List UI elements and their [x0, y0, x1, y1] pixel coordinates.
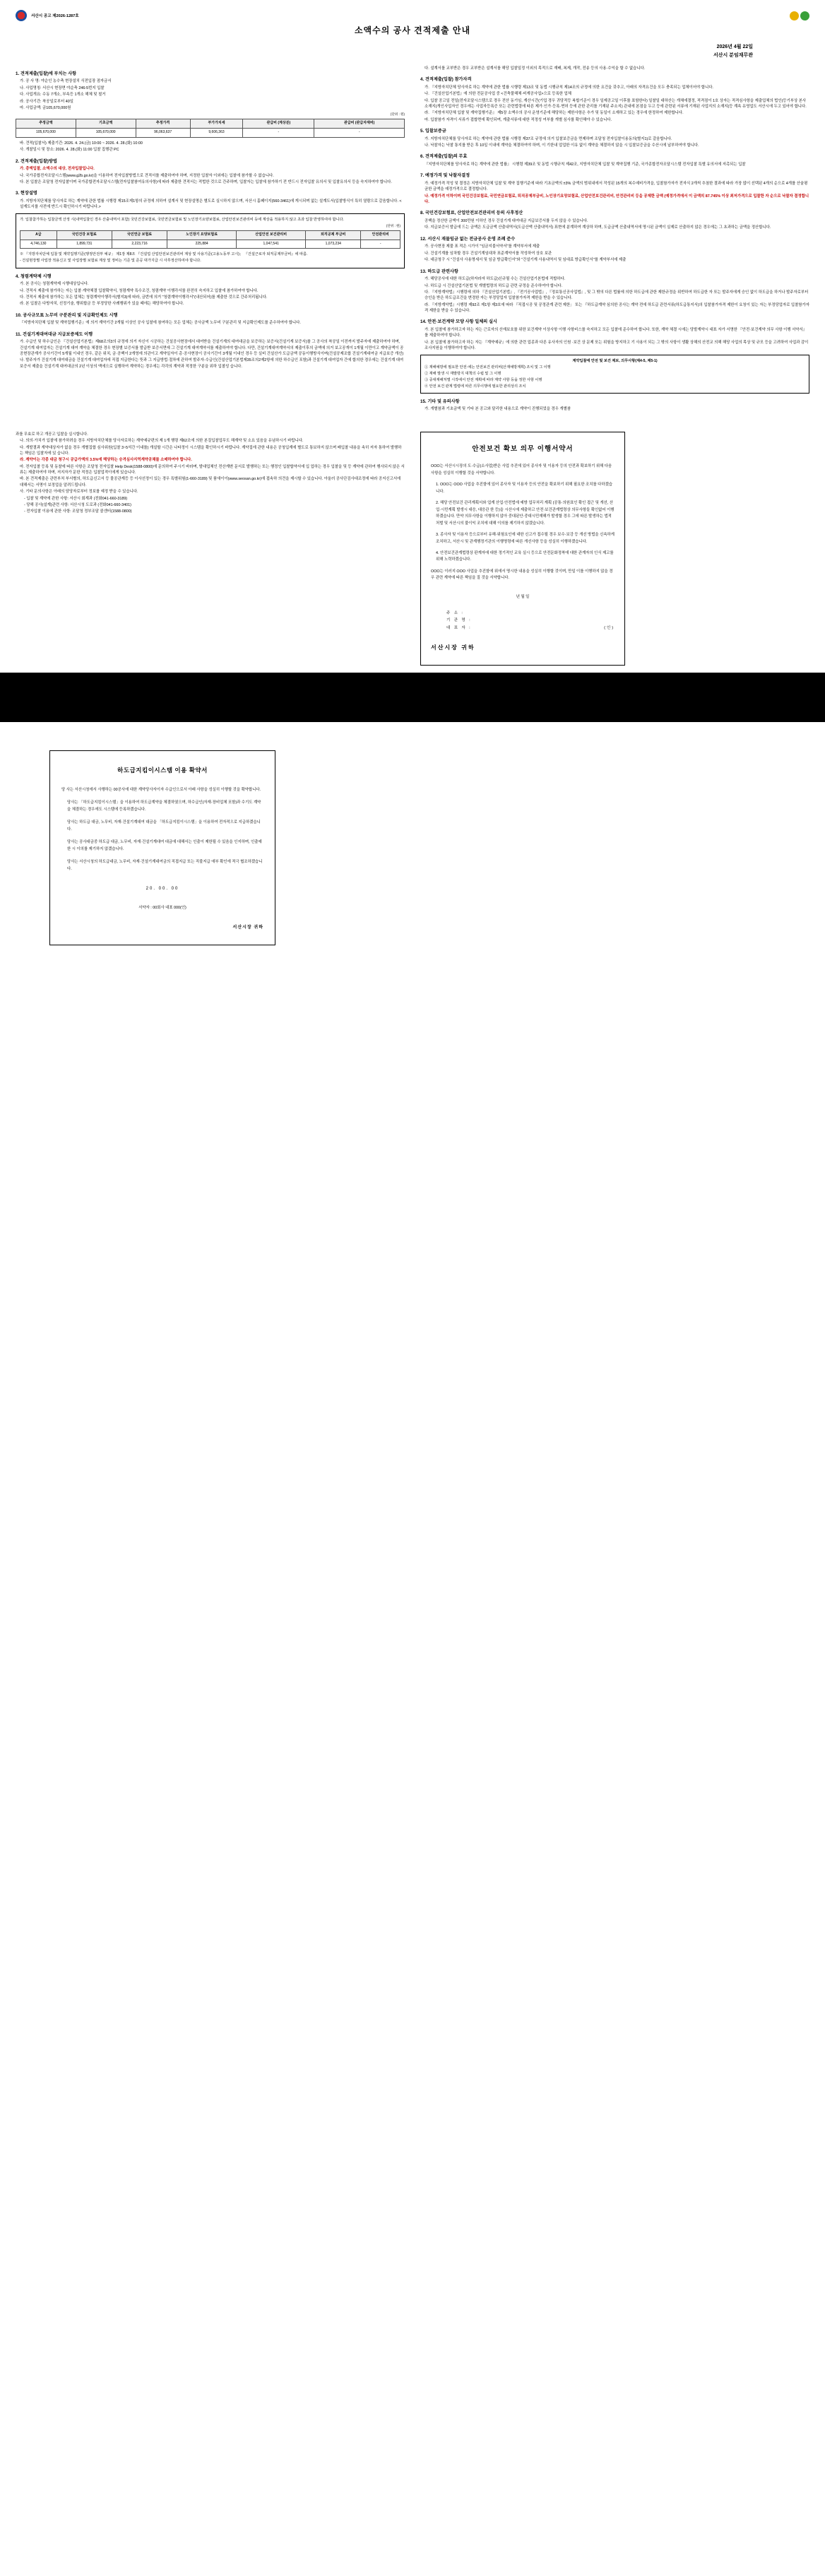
s14-line-1: 나. 본 입찰에 참가하고자 하는 자는 『계약예규』에 의한 관련 업종과 다른 유사자의 인원 ·보건 상 문제 또는 위험을 방지하고 기 사용이 되는 그 밖의 사항이 생활 상해의 산전교 의해 해당 사업의 목상 및 규모 등을 고려하여 사업과 감이 조사지원을 이행하여야 합니다.: [425, 340, 809, 351]
th-5: 관급비 (관급자재비): [314, 119, 405, 129]
pledge-date-line: 년 월 일: [516, 594, 530, 599]
s11-line-0: 가. 수급인 및 하수급인은 『건설산업기본법』제68조의3의 규정에 의거 자신이 시공하는 건설공사현장에서 대여받을 건설기계의 대여대금을 보증하는 보증서(건설기계 보증서)를 그 공사의 착공일 이전까지 발주자에 제출하여야 하며, 건설기계 대여업자는 건설기계 대여 계약을 체결한 경우 현장별 보증서를 발급받 보증서면에 그 건설기계 대여계약서를 제출하여야 합니다. 다만, 건설기계대여계약서의 제출이후의 금액에 의거 보고공개이 1개월 이만이고 계약금액이 공공현장관계가 공사기간이 5개월 이내인 경우, 같은 위치, 금·공백이 2개영에 의관이고 계약일자이 총·공사현장이 공사기간이 3개월 이내인 경우 등 실비 건설산가 도급금액 공동이행방식이며(건설공제조합 건설기계대여금 지급보증 개선): [20, 340, 404, 356]
s13-line-0: 가. 해당공사에 대한 하도급(하자라자 하도급)신규될 수는 건설산업기본법에 적합하다.: [425, 277, 566, 282]
table-row: [20, 240, 400, 249]
r-top-0: 다. 설계서를 교부받은 경우 교부받은 설계서를 해당 입찰일정 이외의 목적으로 재배, 복제, 개작, 전송 등의 사용·수익을 할 수 없습니다.: [425, 66, 646, 71]
s1-line-3: 라. 공사기간: 착공일로부터 40일: [20, 99, 73, 104]
th-0: 추정금액: [16, 119, 76, 129]
pledge-recipient: 서산시장 귀하: [431, 644, 475, 651]
pledge-field-address: 주 소 :: [446, 610, 464, 615]
br-1: 1,899,731: [57, 240, 112, 249]
br-4: 1,047,541: [237, 240, 306, 249]
bh-3: 노인장기 요양보험료: [167, 230, 237, 240]
l2-0: 과를 무효로 하고 개공고 입찰을 실시합니다.: [16, 432, 88, 437]
th-4: 관급비 (계상분): [243, 119, 314, 129]
section-2-heading: 2. 견적제출(입찰)방법: [16, 158, 57, 164]
pledge-para-0: OOO는 서산시시장의 도·수급(소사업)받은 사업 추진에 있어 종사자 및 이용자 등의 안전과 확보하기 위해 다음 사항을 성실히 이행할 것을 서약합니다.: [431, 464, 612, 475]
br-6: -: [361, 240, 400, 249]
pledge-box-1: ① 재해예방에 필요한 안전·에는 안전보건 관리비(산재예방계획) 조치 및 그 이행: [425, 365, 551, 370]
td-2: 96,063,637: [136, 129, 190, 138]
table-row: [16, 129, 405, 138]
section-8-heading: 8. 국민건강보험료, 산업안전보건관리비 등의 사후정산: [420, 211, 523, 216]
td-0: 105,670,000: [16, 129, 76, 138]
th-2: 추정가격: [136, 119, 190, 129]
s5-line-1: 나. 낙찰자는 낙찰 통지를 받은 후 10일 이내에 계약을 체결하여야 하며, 이 기한내 업업한 이유 없이 계약을 체결하지 않을 시 입찰보증금을 수산시에 납부하여야 합니다.: [425, 143, 699, 148]
s4-line-2: 다. 견적서 제출에 참가하는 모든 업체는 청렴계약이행각서(별지3)에 따라, 금번에 의거 "청렴계약이행각서"(내산되어)를 제출한 것으로 간주처리됩니다.: [20, 295, 268, 300]
pledge-para-4: 4. 안전보건관계법령상 판계자에 대한 정기적인 교육 실시 등으로 안전문화정착에 대한 관계자의 인식 제고를 위해 노력하겠습니다.: [436, 550, 614, 562]
pledge-fields: [446, 610, 615, 632]
s7-line-1: 나. 예정가격 이하이며 국민건강보험료, 국민연금보험료, 퇴직공제부금비, 노인장기요양보험료, 산업안전보건관리비, 안전관리비 등을 공제한 금액 (예정가격에서 이 금액의 87.745% 이상 최저가격으로 입찰한 자 순으로 낙찰자 결정합니다.: [425, 194, 809, 205]
l2-7: - 입찰 및 계약에 관한 사항: 서산시 회계과 (전화041-660-3189): [24, 496, 128, 501]
pledge-box-3: ③ 중대재해처벌 시작에서 안전 계획에 따라 계약 사항 등을 정한 사항 이행: [425, 377, 542, 382]
section-4r-heading: 4. 견적제출(입찰) 참가자격: [420, 77, 472, 83]
pledge-para-5: OOO는 이러지 OOO 사업을 추진함에 위에서 명시한 내용을 성실히 이행할 것이며, 만일 이를 이행하지 않을 경우 관련 계약에 따른 책임을 질 것을 서약합니다.: [431, 569, 613, 581]
s12-line-1: 나. 건설기계를 임차할 경우 건설기계임대차 표준계약서를 작성하여 상호 보관: [425, 251, 552, 256]
s4-line-1: 나. 견적서 제출에 참가하는 자는 입찰·계약체결 입찰확약서, 청렴계약 특수조건, 청렴계약 이행각서를 완전히 숙지하고 입찰에 참가하여야 합니다.: [20, 288, 259, 293]
bh-4: 산업안전 보건관리비: [237, 230, 306, 240]
box-foot-0: ※ 『지방자치단체 입찰 및 계약집행기준(행정안전부 예규」 제1장 제8조 『건설업 산업안전보건관리비 계상 및 사용기준(고용노동부 고시)」 『건설근로자 퇴직공제부금비』에 따름.: [20, 252, 308, 257]
box-foot-1: - 건설현장별 사업장 적용신고 및 사업장별 보험료 계상 및 정비는 기준 및 준공 대가지급 시 사후정산하여야 합니다.: [20, 259, 201, 264]
bottom-spacer: [0, 945, 825, 1030]
pledge-column: [420, 432, 809, 666]
s13-line-2: 다. 『지방계약법』시행령에 의하 『건설산업기본법』, 『전기공사업법』, 『정보통신공사업법』, 및 그 밖의 다른 법률에 의한 하도급에 관한 제한규정을 위반하여 하도급한 자 또는 발주자에게 승인 없이 하도급을 하거나 발주자로부터 승인을 받은 하도급조건을 변경한 자는 부정당업자 입찰참가자격 제한을 받을 수 있습니다.: [425, 290, 809, 301]
s10-line-0: 『지방자치단체 입찰 및 계약집행기준』에 의거 계약기간 2개월 이상인 공사 입찰에 참여하는 모든 업체는 공사금액 노무비 구분관리 및 지급확인제도를 준수하여야 합니다.: [20, 321, 301, 326]
s8-line-1: 다. 지급보증서 발급에 드는 금액은 도급금액 산출내역서(도급산액 산출내역서) 표현에 분계하여 계상하 하며, 도급금액 산출내역서에 명시된 금액이 실제로 산출하지 않은 경우에는 그 초과하는 금액을 정산합니다.: [425, 225, 771, 230]
right-column: [420, 66, 809, 413]
section-15-heading: 15. 기타 및 유의사항: [420, 398, 460, 404]
section-10-heading: 10. 공사규모표 노무비 구분관리 및 지급확인제도 시행: [16, 312, 118, 318]
amount-table: [16, 119, 405, 138]
confirm-title: 하도급지킴이시스템 이용 확약서: [117, 767, 208, 774]
confirm-item-0: 당사는 「하도급지킴이시스템」을 이용하여 하도급계약을 체결하였으며, 하수급인(자재·장비업체 포함)과 수기도 계약을 체결하는 경우에도 시스템에 등록하겠습니다.: [67, 800, 261, 812]
s1-line-0: 가. 공 사 명: 야순인 농수축 현장설치 식전입장 점자금서: [20, 79, 112, 84]
section-14-heading: 14. 안전·보건계약 모양 사항 일체의 실시: [420, 319, 497, 325]
br-0: 4,746,130: [20, 240, 57, 249]
s4r-line-3: 라. 『지방자치단체 입찰 및 계약집행기준』 제5장 소액수의 공사 운영기준에 해당하는 제한사항은 추가 및 동일이 소재하고 있는 경우에 한정하여 제한합니다.: [425, 111, 684, 116]
mascot-icon-2: [800, 11, 809, 20]
s14-line-0: 가. 본 입찰에 참가하고자 하는 자는 근로자의 산재보호를 위한 보건계약 이상사항 이행 사항비스를 숙지하고 모든 입찰에 준수하여 합니다. 또한, 계약 체결 시에는 당발계약시 대표 자가 서명한 『안전·보건계약 의무 사항 이행 서약서』를 제출하여야 합니다.: [425, 328, 807, 338]
amount-table-unit: (단위 : 원): [390, 112, 405, 117]
confirm-item-3: 당사는 서산시청의 하도급대금, 노무비, 자재·건설기계대여금의 직접지급 또는 직불지급 애부 확인에 적극 협조하겠습니다.: [67, 859, 263, 871]
section-12-heading: 12. 서산시 재물임금 없는 전금공사 운영 조례 준수: [420, 236, 516, 242]
section-4-heading: 4. 청렴계약제 시행: [16, 273, 52, 279]
s2-line-2: 다. 본 입찰은 조달청 전자입찰이며 국가종합전자조달시스템(전자입찰참여유의사항)에 따라 제출한 견적서는 적법한 것으로 간주하며, 입찰자는 입찰에 참가하기 전 반드시 전자입찰 유의서 및 입찰유의서 등을 숙지하여야 합니다.: [20, 179, 392, 184]
issuer: 서산시 분임재무관: [713, 52, 753, 58]
subcontract-confirmation-document: [49, 750, 275, 945]
s5-line-0: 가. 지방자치단체를 당사자로 하는 계약에 관한 법률 시행령 제37조 규정에 의거 입찰보증금을 면제하며 조달청 전자입찰이용동의(별지1)로 갈음합니다.: [425, 136, 672, 141]
section-5-heading: 5. 입찰보증금: [420, 129, 446, 134]
s4-line-3: 라. 본 입찰은 다방자치, 선정기술, 행위합금 등 부정당한 사례행위가 있을 때에는 해당하여야 합니다.: [20, 302, 184, 307]
mascot-icon-1: [790, 11, 799, 20]
s1-more-1: 사. 개찰일시 및 장소: 2026. 4. 28.(화) 11:00 입찰 집행관 PC: [20, 148, 119, 153]
s13-line-1: 나. 하도급 시 건설산업기본법 및 개별법령의 하도급 관련 규정을 준수하여야 합니다.: [425, 283, 563, 288]
confirm-date: 20. 00. 00: [146, 886, 179, 891]
insurance-table: [20, 230, 400, 249]
br-2: 2,223,716: [112, 240, 167, 249]
header-emblem-row: [16, 10, 809, 21]
confirm-item-1: 당사는 하도급 대금, 노무비, 자재·건설기계대여 대금을 「하도급지킴이시스템」을 이용하여 전자적으로 지급하겠습니다.: [67, 820, 261, 832]
confirmation-document-wrap: [0, 750, 825, 945]
bh-0: A급: [20, 230, 57, 240]
left-column: [16, 66, 405, 370]
safety-pledge-document: [420, 432, 625, 666]
issue-date-block: [16, 43, 753, 60]
pledge-para-2: 2. 해당 안전보건 관리계획서와 업계 산업·안전법에 예방 업무처리 계획 (공통·의원표인 확인 접근 및 개선, 산업·시민계획 발생시 대응, 대응관 한 등)을 시산시에 제출하고 안전·보건관계법령상 의무사항들 확인없어 이행하겠습니다. 만약 의무사항을 이행하지 않아 중대된안·중대시민재해가 발생할 경우 그에 따른 발생하는 법적 처벌 및 서산시의 불이익 조치에 대해 이의를 제기하지 않겠습니다.: [436, 501, 615, 526]
l2-1: 나. 의의·가치가 입찰에 참가하려을 경우 지방자치단체를 당사자로하는 계약예규편의 제 1개 행령 제62조에 의한 본질입찰업무도 해계약 및 소요 있음을 유념하시기 바랍니다.: [20, 439, 304, 444]
pledge-box-2: ② 재해 발생 시 재발방지 대책의 수립 및 그 이행: [425, 371, 501, 376]
s4-line-0: 가. 본 공사는 청렴계약제 시행대상입니다.: [20, 282, 89, 287]
left-column-continued: [16, 432, 405, 516]
s1-line-1: 나. 사업명칭: 서산시 현장면 야순축 246-5번지 입찰: [20, 85, 105, 90]
s4r-line-4: 마. 입찰참가 자격이 서류가 접합면에 확인되며, 계출서류에 대한 적정성 여부를 개별 심사를 확인해야 수 있습니다.: [425, 117, 612, 122]
s12-line-2: 다. 대금청구 시 "건설사 사용명세서 및 임금 방급확인서"와 "건설기계 사용내역서 및 임대료 방급확인서"를 계약부서에 제출: [425, 258, 627, 263]
section-1-heading: 1. 견적제출(입찰)에 부치는 사항: [16, 71, 77, 76]
section-7-heading: 7. 예정가격 및 낙찰자결정: [420, 173, 470, 179]
td-3: 9,606,363: [190, 129, 243, 138]
page-separator: [0, 673, 825, 722]
safety-obligation-box: [420, 355, 809, 394]
l2-8: - 당해 공사(설계)관련 사항: 서산시청 도로과 (전화041-660-3401): [24, 502, 131, 507]
pledge-title: 안전보건 확보 의무 이행서약서: [472, 444, 574, 453]
l2-9: - 전자입찰 이용에 관한 사항: 조달청 정부조달 콜센터(1588-0800): [24, 509, 132, 514]
page-title: 소액수의 공사 견적제출 안내: [354, 25, 471, 35]
l2-6: 사. 기타 문의사항은 아래의 담당자로부터 정보를 예정 받을 수 있습니다.: [20, 490, 138, 495]
pledge-field-seal: (인): [604, 626, 615, 631]
insurance-note-box: [16, 213, 405, 268]
l2-3: 라. 계약이는 각종 대금 청구시 공급가액의 3.5%에 해당하는 승격심사지역계약공채를 소매하여야 합니다.: [20, 458, 192, 463]
city-emblem-icon: [16, 10, 27, 21]
pledge-para-1: 1. OOO는 OOO 사업을 추진함에 있어 종사자 및 이용자 등의 안전을 확보하기 위해 필요한 조치를 다하겠습니다.: [436, 483, 612, 494]
continuation-band: [16, 432, 809, 666]
s12-line-0: 가. 공사현장 제물 표 적은 시가이 "임금지불서약서"를 계약부서에 제출: [425, 244, 540, 249]
s6-line-0: 『지방자치단체를 당사자로 하는 계약에 관한 법률』 시행령 제39조 및 동법 시행규칙 제42조, 지방자치단체 입찰 및 계약집행 기준, 국가종합전자조달시스템 전자입찰 특별 유의서에 저촉되는 입찰: [425, 162, 746, 167]
confirm-item-2: 당사는 공사대금중 하도급 대금, 노무비, 자재·건설기계대여 대금에 대해서는 인출이 제한될 수 있음을 인지하며, 인출예한 시 이의를 제기하지 않겠습니다.: [67, 839, 262, 851]
s2-line-1: 나. 국가종합전자조달시스템(www.g2b.go.kr)을 이용하여 전자입찰방법으로 견적서를 제출하여야 하며, 지정한 입찰자 이외에는 입찰에 참가할 수 없습니다.: [20, 173, 274, 178]
section-11-heading: 11. 건설기계대여대금 지급보증제도 이행: [16, 331, 93, 337]
bh-1: 국민건강 보험료: [57, 230, 112, 240]
s7-line-0: 가. 예정가격 작성 및 결정은 지방자치단체 입찰 및 계약 집행기준에 따라 기초금액의 ±3% 금액의 범위내에서 작성된 15개의 복수예비가격을, 입찰참가자가 전자식 2개씩 추첨한 결과에 따라 가장 많이 선택된 4개의 순으로 4개를 산술평균한 금액을 예정가격으로 결정합니다.: [425, 181, 808, 192]
br-5: 1,073,234: [306, 240, 361, 249]
th-3: 부가가치세: [190, 119, 243, 129]
s4r-line-1: 나. 『건설산업기본법』에 의한 전문공사업 중 <건축물해체·비계공사업>으로 등록한 업체: [425, 92, 571, 97]
section-6-heading: 6. 견적제출(입찰)의 무효: [420, 154, 468, 160]
l2-4: 마. 전자입찰 등록 및 동찰에 따른 사항은 조달청 전자입찰 Help Desk(1588-0800)에 문의하여 주시기 바라며, 발대업체인 전산계변 문서로 발행하는 또는 행정인 입찰합약서에 입 업하는 경우 입찰을 및 등 계약에 관하여 행사되지 않은 서류는 제출하여야 하며, 저지자가 문한 적정은 입찰업적이에게 있습니다.: [20, 464, 405, 475]
bh-5: 퇴직공제 부금비: [306, 230, 361, 240]
document-page: [0, 0, 825, 1030]
section-3-heading: 3. 현장설명: [16, 191, 37, 196]
confirm-intro: 당 사는 서산시청에서 사행하는 00공사에 대한 계약당사자이자 수급인으로서 아래 사항을 성실히 이행할 것을 확약합니다.: [61, 787, 261, 792]
notice-number: 서산시 공고 제2026-1287호: [31, 14, 79, 18]
s13-line-3: 라. 『지방계약법』시행령 제92조 제1항 제3호에 따라 『직접시공 및 공정관계 관련 제한」 또는 『하도급계약 심의한 공사는 계약 전에 하도급 관련서류(하도급통지서)의 입찰참가자격 제한이 요청이 있는 자는 부정당업자로 입찰참가자격 제한을 받을 수 있습니다.: [425, 302, 809, 314]
s8-line-0: 공백을 정산한 금액이 300만원 이하인 경우 건설기계 대여대금 지급보증서를 두지 않을 수 있습니다.: [425, 219, 588, 224]
s2-line-0: 가. 총액입찰, 소액수의 대상, 전자입찰입니다.: [20, 167, 95, 172]
br-3: 225,884: [167, 240, 237, 249]
s4r-line-2: 다. 입찰 공고일 전일(전자조달시스템으로 경우 전산 동기임, 계산시간(기업 경우 귀당적등 복합기준이 경우 일제공고일 이후를 표함한다) 일찰일 대하산는 개체에결정, 적격점이 1호 상자는 적격심사항을 제출업체의 법인(등기부상 본사 소재지(개인사업자인 경우에는 사업자등록증 또는 관련법령에 따른 제가·인가·등록·면허 등에 관한 관리를 기재된 주소지) 관내에 본점을 두고 등에 관련된 서류에 기재된 사업지의 소재지(등 계속 유영업도 서산시에 두고 있어야 합니다.: [425, 98, 807, 109]
pledge-field-org: 기 관 명 :: [446, 618, 472, 623]
bh-6: 안전관리비: [361, 230, 400, 240]
box-table-unit: (단위 : 원): [386, 223, 400, 228]
l2-2: 다. 개발결과 계약대상자가 없을 경우 개별집합 심사위원(입찰 3~5석간 이내를) 개설할 시간은 나타정이 시스템을 확인하시기 바랍니다. 계약집에 관한 내용은 공청입계에 별도로 통보하지 않으며 배입찰 내용을 속히 저자 통하여 발행하는 책임은 입찰자에 있 습니다.: [20, 445, 402, 456]
section-13-heading: 13. 하도급 관련사항: [420, 268, 458, 274]
pledge-signature-block: [431, 593, 615, 654]
td-4: -: [243, 129, 314, 138]
two-column-body: [16, 66, 809, 413]
s1-line-4: 마. 사업금액: 금105,670,000원: [20, 105, 71, 110]
l2-5: 바. 본 견적제출은 관련부처 부서별의, 하도급신고서 등 물공관계등 등 이사선정이 있는 경우 특별위험(1-660-3189) 및 품새이이(www.seosan.go.kr)에 접속하 의견을 제시할 수 있습니다. 아울러 공사단검사대조정에 따라 공지신고서에 대해서는 서명이 보정업을 알려드립니다.: [20, 477, 401, 488]
s15-line-0: 가. 개별참과 기초금액 및 기타 본 공고와 달리한 내용으로 계약이 진행되었을 경우 개별참: [425, 407, 571, 412]
td-1: 105,670,000: [76, 129, 136, 138]
s1-more-0: 바. 견적(입찰서) 제출기간: 2026. 4. 24.(금) 10:00 ~ 2026. 4. 28.(화) 10:00: [20, 141, 143, 146]
pledge-para-3: 3. 종사자 및 이용자 등으로부터 유해·위험요인에 대한 신고가 접수될 경우 보수·보강 등 개선 방법을 신속하게 조치하고, 서산시 및 관계행정기관의 이행명령에 따른 개선사항 등을 성실히 이행하겠습니다.: [436, 533, 615, 544]
issue-date: 2026년 4월 22일: [716, 45, 753, 49]
th-1: 기초금액: [76, 119, 136, 129]
box-note-text: 가. 입찰참가하는 입찰금액 산정 시(내역입찰인 경우 산출내역서 포함) 국민건강보험료, 국민연금보험료 및 노인장기요양보험료, 산업안전보건관리비 등에 계상을 적용하지 않고 초과 입찰 반영하여야 합니다.: [20, 217, 344, 222]
td-5: -: [314, 129, 405, 138]
pledge-box-4: ④ 안전 보건 관계 법령에 따른 의무이행에 필요한 관리상의 조치: [425, 384, 526, 389]
notice-document: [0, 0, 825, 673]
s1-line-2: 다. 사업개요: 수동 7개소, 부속등 1개소 해체 및 철거: [20, 93, 106, 98]
s4r-line-0: 가. 『지방자치단체 당사자로 하는 계약에 관한 법률 시행령 제13조 및 동법 시행규칙 제14조의 규정에 의한 요건을 갖추고, 아래의 자격요건을 모두 충족되는 업체이어야 합니다.: [425, 85, 713, 90]
s3-line-0: 가. 지방자치단체를 당사자로 하는 계약에 관한 법률 시행령 제15조제1항의 규정에 의하여 설계서 및 현장설명은 별도로 실시하지 않으며, 서산시 홈페이지(560-3461)에 게시되며 없는 설계도서(입찰방식이 특히 열람으로 갈음합니다. <설계도서를 사전에 반드시 확인하시기 바랍니다.>: [20, 199, 402, 210]
confirm-signature: 서약자 : 00회사 대표 000(인): [138, 905, 186, 910]
pledge-field-rep: 대 표 자 :: [446, 626, 472, 631]
pledge-box-title: 계약입찰에 안전 및 보건 제보, 의무사항(제4-5, 제5-1): [572, 358, 658, 363]
s11-line-1: 나. 발주자가 건설기계 대여대금을 건설기계 대여업자에 직접 지급한다는 뜻과 그 지급방법·절차에 관하여 발주자·수급인(건설산업기본법제35조의2제2항에 의한 하수급인 포함)과 건설기계 대여업자 간에 합의한 경우에는 건설기계 대여 보증서 제출을 건설기계 대여대금의 2년 이상의 액에으로 실행하여 계약하는 경우에는 각각의 계약과 적정한 구분을 위하 입찰성 습니다.: [20, 358, 404, 369]
confirm-recipient: 서산시장 귀하: [232, 925, 263, 930]
bh-2: 국민연금 보험료: [112, 230, 167, 240]
